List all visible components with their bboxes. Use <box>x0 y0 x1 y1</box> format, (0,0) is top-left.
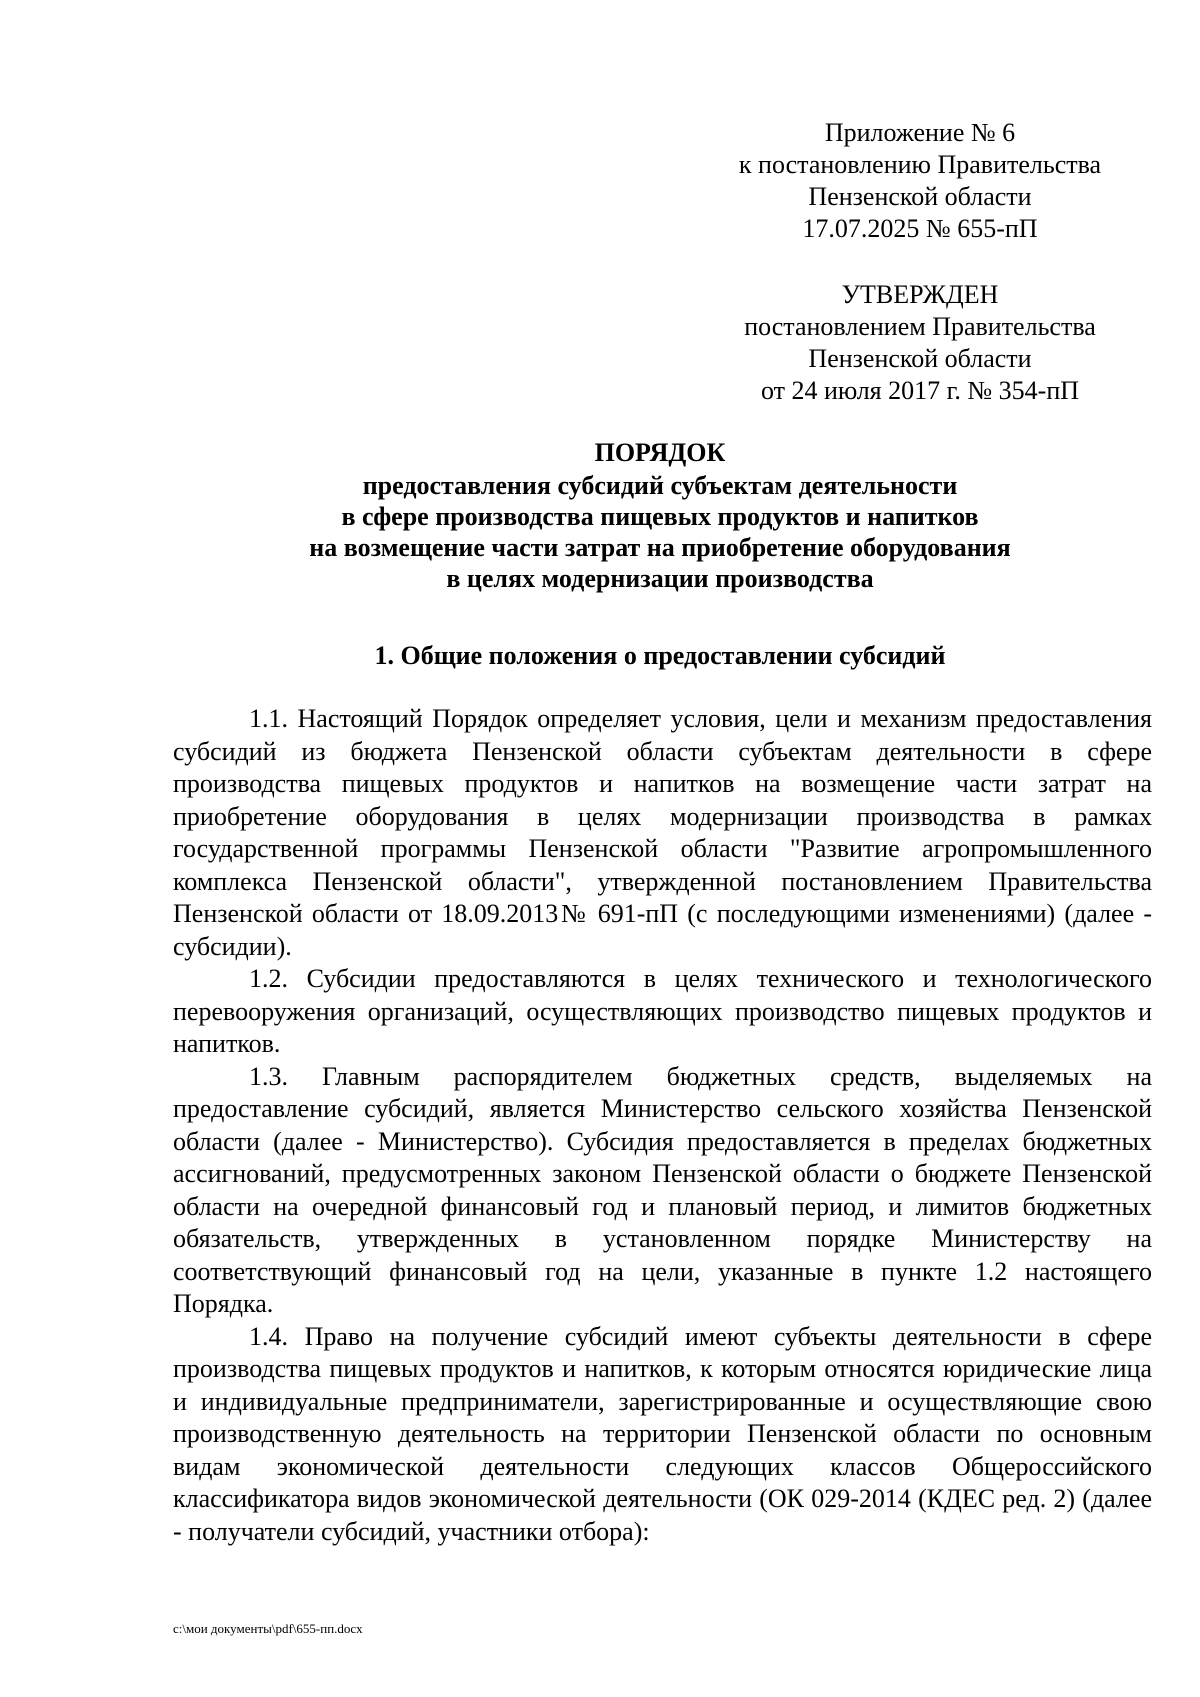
approval-region: Пензенской области <box>808 344 1032 373</box>
approval-resolution: постановлением Правительства <box>744 312 1096 341</box>
approval-stamp: УТВЕРЖДЕН <box>841 280 999 309</box>
document-subtitle-line-1: предоставления субсидий субъектам деятельности <box>362 471 958 500</box>
document-title: ПОРЯДОК <box>594 438 726 467</box>
annex-region: Пензенской области <box>808 182 1032 211</box>
annex-number: Приложение № 6 <box>824 118 1016 147</box>
document-title-block <box>170 437 1150 594</box>
annex-resolution: к постановлению Правительства <box>738 150 1102 179</box>
section-body <box>173 703 1152 1548</box>
paragraph-1-1: 1.1. Настоящий Порядок определяет условия, цели и механизм предоставления субсидий из бюджета Пензенской области субъектам деятельности в сфере производства пищевых продуктов и напитков на возмещение части затрат на приобретение оборудования в целях модернизации производства в рамках государственной программы Пензенской области "Развитие агропромышленного комплекса Пензенской области", утвержденной постановлением Правительства Пензенской области от 18.09.2013№ 691-пП (с последующими изменениями) (далее - субсидии). <box>173 704 1152 961</box>
document-subtitle-line-2: в сфере производства пищевых продуктов и напитков <box>341 502 979 531</box>
section-heading: 1. Общие положения о предоставлении субсидий <box>374 641 946 670</box>
document-subtitle-line-4: в целях модернизации производства <box>446 564 874 593</box>
file-path-footer: c:\мои документы\pdf\655-пп.docx <box>173 1621 363 1636</box>
approval-header <box>700 279 1140 407</box>
paragraph-1-4: 1.4. Право на получение субсидий имеют субъекты деятельности в сфере производства пищевых продуктов и напитков, к которым относятся юридические лица и индивидуальные предприниматели, зарегистрированные и осуществляющие свою производственную деятельность на территории Пензенской области по основным видам экономической деятельности следующих классов Общероссийского классификатора видов экономической деятельности (ОК 029-2014 (КДЕС ред. 2) (далее - получатели субсидий, участники отбора): <box>173 1321 1152 1546</box>
paragraph-1-2: 1.2. Субсидии предоставляются в целях технического и технологического перевооружения организаций, осуществляющих производство пищевых продуктов и напитков. <box>173 964 1152 1058</box>
approval-date-number: от 24 июля 2017 г. № 354-пП <box>760 376 1080 405</box>
annex-date-number: 17.07.2025 № 655-пП <box>802 214 1038 243</box>
paragraph-1-3: 1.3. Главным распорядителем бюджетных средств, выделяемых на предоставление субсидий, является Министерство сельского хозяйства Пензенской области (далее - Министерство). Субсидия предоставляется в пределах бюджетных ассигнований, предусмотренных законом Пензенской области о бюджете Пензенской области на очередной финансовый год и плановый период, и лимитов бюджетных обязательств, утвержденных в установленном порядке Министерству на соответствующий финансовый год на цели, указанные в пункте 1.2 настоящего Порядка. <box>173 1061 1152 1318</box>
annex-header <box>700 117 1140 245</box>
document-subtitle-line-3: на возмещение части затрат на приобретение оборудования <box>309 533 1011 562</box>
